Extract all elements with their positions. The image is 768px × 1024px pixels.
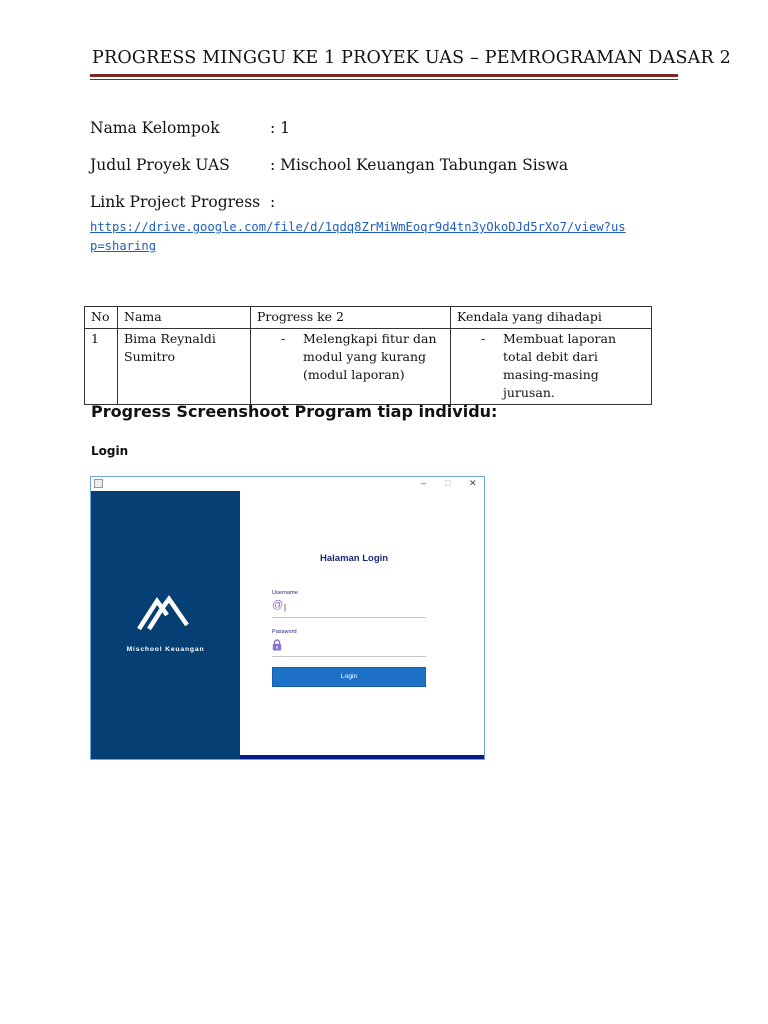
login-panel xyxy=(240,491,485,760)
project-value: : Mischool Keuangan Tabungan Siswa xyxy=(270,156,569,174)
password-label: Password xyxy=(272,629,297,635)
section-heading: Progress Screenshoot Program tiap individu: xyxy=(91,402,498,421)
header-progress: Progress ke 2 xyxy=(251,307,451,329)
cell-no: 1 xyxy=(85,329,118,405)
window-titlebar xyxy=(91,477,484,491)
bullet-dash: - xyxy=(281,331,286,346)
app-icon xyxy=(94,479,103,488)
table-row xyxy=(85,329,652,405)
minimize-icon[interactable]: – xyxy=(421,478,427,488)
header-kendala: Kendala yang dihadapi xyxy=(451,307,652,329)
login-screenshot-window xyxy=(90,476,485,760)
close-icon[interactable]: ✕ xyxy=(469,478,477,488)
username-label: Username xyxy=(272,590,298,596)
cell-nama: Bima Reynaldi Sumitro xyxy=(118,329,251,405)
mountain-logo-icon xyxy=(135,593,195,633)
progress-table xyxy=(84,306,652,405)
lock-icon xyxy=(272,639,282,651)
group-label: Nama Kelompok xyxy=(90,119,220,137)
header-no: No xyxy=(85,307,118,329)
bullet-dash: - xyxy=(481,331,486,346)
cell-kendala xyxy=(451,329,652,405)
username-input[interactable] xyxy=(284,601,424,613)
progress-text: Melengkapi fitur dan modul yang kurang (modul laporan) xyxy=(303,331,437,382)
username-underline xyxy=(272,617,426,618)
password-underline xyxy=(272,656,426,657)
group-value: : 1 xyxy=(270,119,291,137)
password-input[interactable] xyxy=(284,640,424,652)
header-rule-thin xyxy=(90,79,678,80)
page-header-title: PROGRESS MINGGU KE 1 PROYEK UAS – PEMROGRAMAN DASAR 2 xyxy=(92,48,731,68)
maximize-icon[interactable]: □ xyxy=(445,478,451,488)
at-sign-icon: @ xyxy=(272,599,284,611)
login-subheading: Login xyxy=(91,444,129,458)
bottom-accent-bar xyxy=(240,755,485,760)
link-label: Link Project Progress xyxy=(90,193,261,211)
header-rule xyxy=(90,74,678,77)
brand-panel xyxy=(91,491,240,760)
login-button[interactable]: Login xyxy=(272,667,426,687)
table-header-row xyxy=(85,307,652,329)
project-label: Judul Proyek UAS xyxy=(90,156,230,174)
login-title: Halaman Login xyxy=(320,553,389,564)
cell-progress xyxy=(251,329,451,405)
brand-name: Mischool Keuangan xyxy=(126,646,205,653)
project-link[interactable]: https://drive.google.com/file/d/1qdq8ZrMiWmEoqr9d4tn3yOkoDJd5rXo7/view?usp=sharing xyxy=(90,220,626,253)
header-nama: Nama xyxy=(118,307,251,329)
link-value: : xyxy=(270,193,276,211)
kendala-text: Membuat laporan total debit dari masing-masing jurusan. xyxy=(503,331,617,400)
